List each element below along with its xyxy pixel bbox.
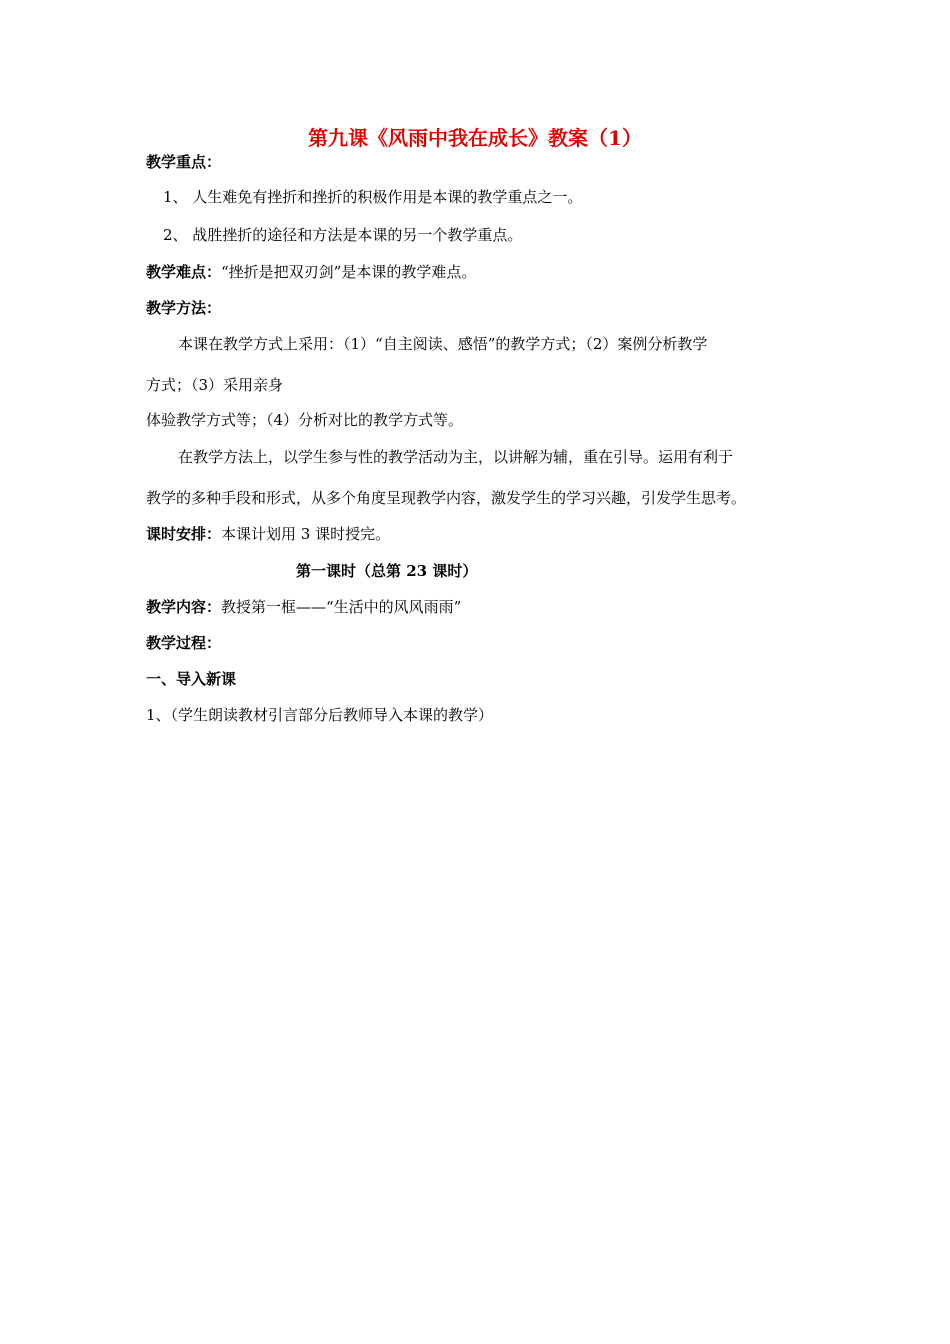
methods-para1-line2: 方式；（3）采用亲身 <box>146 376 284 394</box>
section-one-heading: 一、导入新课 <box>146 670 237 688</box>
methods-para1-line3: 体验教学方式等；（4）分析对比的教学方式等。 <box>146 411 464 429</box>
difficulty-text: “挫折是把双刃剑”是本课的教学难点。 <box>221 263 477 281</box>
step-one: 1、（学生朗读教材引言部分后教师导入本课的教学） <box>146 706 494 724</box>
methods-para1-line1: 本课在教学方式上采用：（1）“自主阅读、感悟”的教学方式；（2）案例分析教学 <box>178 335 708 353</box>
schedule-label: 课时安排： <box>146 525 222 543</box>
document-title: 第九课《风雨中我在成长》教案（1） <box>308 126 642 150</box>
key-points-label: 教学重点： <box>146 153 222 171</box>
difficulty-line <box>146 262 476 282</box>
methods-para2-line2: 教学的多种手段和形式，从多个角度呈现教学内容，激发学生的学习兴趣，引发学生思考。 <box>146 489 747 507</box>
content-text: 教授第一框——“生活中的风风雨雨” <box>221 598 462 616</box>
content-line <box>146 597 461 617</box>
methods-label: 教学方法： <box>146 299 222 317</box>
key-point-2: 2、 战胜挫折的途径和方法是本课的另一个教学重点。 <box>163 226 523 244</box>
difficulty-label: 教学难点： <box>146 263 222 281</box>
schedule-text: 本课计划用 3 课时授完。 <box>221 525 391 543</box>
content-label: 教学内容： <box>146 598 222 616</box>
key-point-1: 1、 人生难免有挫折和挫折的积极作用是本课的教学重点之一。 <box>163 188 583 206</box>
process-label: 教学过程： <box>146 634 222 652</box>
schedule-line <box>146 524 390 544</box>
methods-para2-line1: 在教学方法上，以学生参与性的教学活动为主，以讲解为辅，重在引导。运用有利于 <box>178 448 734 466</box>
lesson-heading: 第一课时（总第 23 课时） <box>296 562 478 580</box>
